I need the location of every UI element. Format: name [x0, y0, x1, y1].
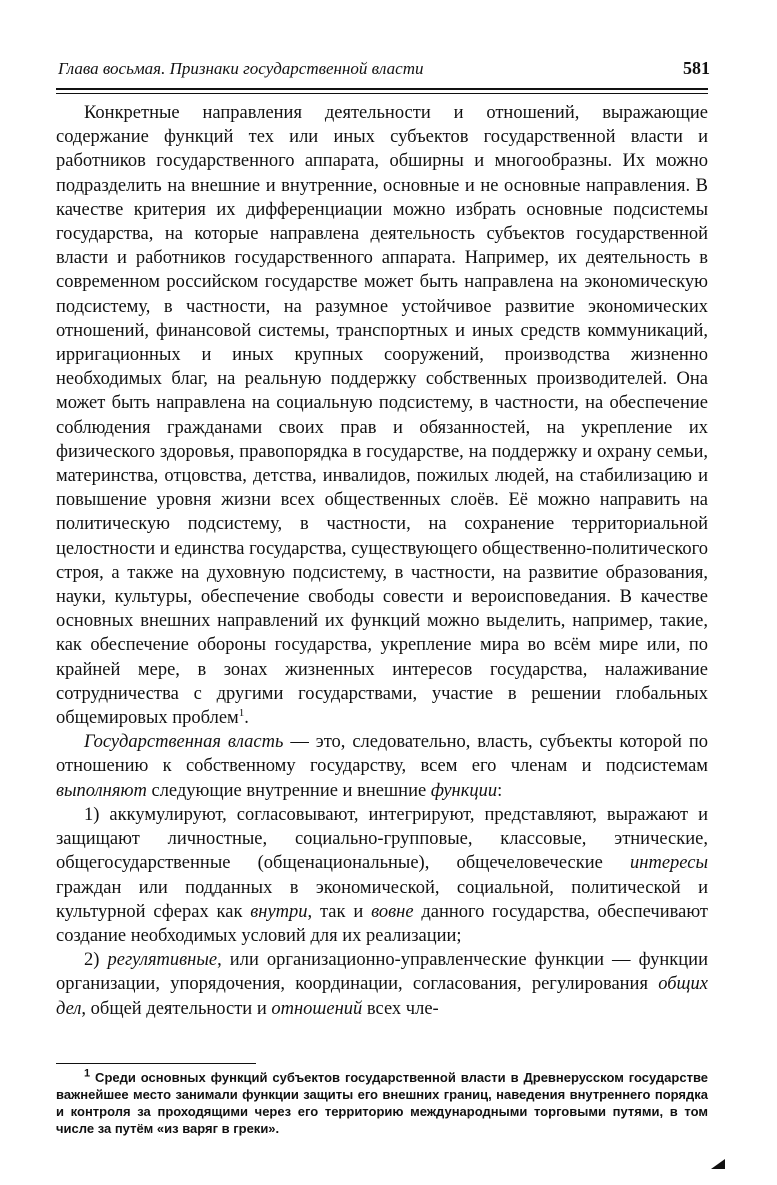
page-number: 581	[683, 58, 710, 78]
chapter-title: Глава восьмая. Признаки государственной власти	[58, 59, 424, 78]
list-item-1	[56, 803, 708, 948]
paragraph-text: — это, следовательно, власть, субъекты которой по отношению к собственному государству, всем его членам и подсистемам	[56, 732, 708, 777]
footnote-reference: 1	[238, 706, 245, 719]
paragraph-text: , или организационно-управленческие функции — функции организации, упорядочения, координации, согласования, регулирования	[56, 950, 708, 995]
paragraph-text: Конкретные направления деятельности и отношений, выражающие содержание функций тех или иных субъектов государственной власти и работников государственного аппарата, обширны и многообразны. Их можно подразделить на внешние и внутренние, основные и не основные направления. В качестве критерия их дифференциации можно избрать основные подсистемы государства, на которые направлена деятельность субъектов государственной власти и работников государственного аппарата. Например, их деятельность в современном российском государстве может быть направлена на экономическую подсистему, в частности, на разумное устойчивое развитие экономических отношений, финансовой системы, транспортных и иных средств коммуникаций, ирригационных и иных крупных сооружений, производства жизненно необходимых благ, на реальную поддержку собственных производителей. Она может быть направлена на социальную подсистему, в частности, на обеспечение соблюдения гражданами своих прав и обязанностей, на укрепление их физического здоровья, правопорядка в государстве, на поддержку и охрану семьи, материнства, отцовства, детства, инвалидов, пожилых людей, на стабилизацию и повышение уровня жизни всех общественных слоёв. Её можно направить на политическую подсистему, в частности, на сохранение территориальной целостности и единства государства, существующего общественно-политического строя, а также на духовную подсистему, в частности, на развитие образования, науки, культуры, обеспечение свободы совести и вероисповедания. В качестве основных внешних направлений их функций можно выделить, например, такие, как обеспечение обороны государства, укрепление мира во всём мире или, по крайней мере, в зонах жизненных интересов государства, налаживание сотрудничества с другими государствами, участие в решении глобальных общемировых проблем	[56, 103, 708, 729]
corner-triangle-icon	[711, 1159, 725, 1169]
footnote	[56, 1069, 708, 1137]
header-rule-thick	[56, 88, 708, 90]
paragraph-text: 2)	[84, 950, 108, 971]
footnote-separator	[56, 1063, 256, 1064]
paragraph-text: , так и	[307, 901, 372, 922]
emphasis-term: общих дел	[56, 974, 708, 1019]
running-header	[58, 58, 710, 79]
paragraph-definition	[56, 730, 708, 803]
paragraph-directions	[56, 101, 708, 730]
emphasis-term: вовне	[371, 901, 414, 922]
paragraph-text: всех чле-	[362, 998, 439, 1019]
paragraph-text: 1) аккумулируют, согласовывают, интегрируют, представляют, выражают и защищают личностные, социально-групповые, классовые, этнические, общегосударственные (общенациональные), общечеловеческие	[56, 804, 708, 874]
footnote-paragraph	[56, 1069, 708, 1137]
emphasis-term: функции	[430, 780, 498, 801]
emphasis-term: внутри	[250, 901, 308, 922]
emphasis-term: регулятивные	[107, 950, 218, 971]
main-text	[56, 101, 708, 1021]
footnote-text: Среди основных функций субъектов государственной власти в Древнерусском государстве важнейшее место занимали функции защиты его внешних границ, наведения внутреннего порядка и контроля за проходящими через его территорию международными торговыми путями, в том числе за путём «из варяг в греки».	[56, 1070, 708, 1136]
paragraph-text: :	[497, 780, 503, 801]
header-rule-thin	[56, 93, 708, 94]
emphasis-term: Государственная власть	[84, 732, 284, 753]
footnote-marker: 1	[84, 1067, 91, 1080]
list-item-2	[56, 948, 708, 1021]
paragraph-text: , общей деятельности и	[81, 998, 272, 1019]
paragraph-text: данного государства, обеспечивают создание необходимых условий для их реализации;	[56, 901, 708, 946]
paragraph-text: следующие внутренние и внешние	[146, 780, 431, 801]
paragraph-text: граждан или подданных в экономической, социальной, политической и культурной сферах как	[56, 877, 708, 922]
emphasis-term: отношений	[271, 998, 363, 1019]
paragraph-text: .	[244, 708, 249, 729]
emphasis-term: интересы	[630, 853, 708, 874]
emphasis-term: выполняют	[56, 780, 147, 801]
